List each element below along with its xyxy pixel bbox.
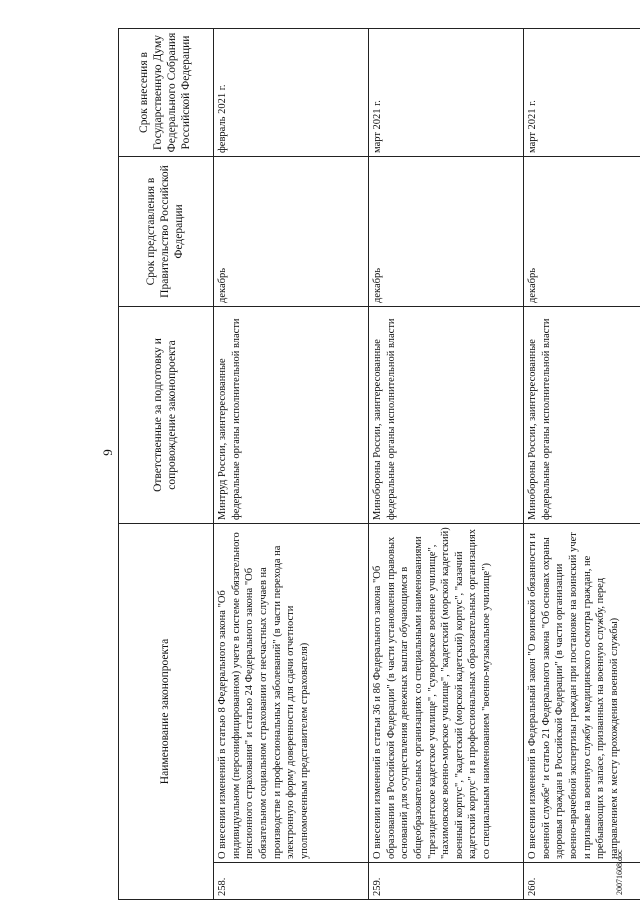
row-number: 260. [524,863,640,900]
duma-deadline-cell: февраль 2021 г. [214,29,369,157]
document-id: 20071608.doc [615,849,624,895]
table-row [369,29,524,900]
header-gov-deadline: Срок представления в Правительство Российской Федерации [119,157,214,307]
table-row [214,29,369,900]
bill-name: О внесении изменений в статьи 36 и 86 Федерального закона "Об образовании в Российской Федерации" (в части установления правовых оснований для осуществления денежных выплат обучающимся в общеобразовательных организациях со специальными наименованиями "президентское кадетское училище", "суворовское военное училище", "нахимовское военно-морское училище", "кадетский (морской кадетский) военный корпус", "кадетский (морской кадетский) корпус", "казачий кадетский корпус" и в профессиональных образовательных организациях со специальным наименованием "военно-музыкальное училище") [369,524,524,863]
gov-deadline-cell: декабрь [214,157,369,307]
responsible-cell: Минтруд России, заинтересованные федеральные органы исполнительной власти [214,307,369,524]
gov-deadline-cell: декабрь [524,157,640,307]
row-number: 258. [214,863,369,900]
header-duma-deadline: Срок внесения в Государственную Думу Федерального Собрания Российской Федерации [119,29,214,157]
table-row [524,29,640,900]
gov-deadline-cell: декабрь [369,157,524,307]
responsible-cell: Минобороны России, заинтересованные федеральные органы исполнительной власти [369,307,524,524]
bills-table [118,28,640,900]
responsible-cell: Минобороны России, заинтересованные федеральные органы исполнительной власти [524,307,640,524]
duma-deadline-cell: март 2021 г. [369,29,524,157]
header-responsible: Ответственные за подготовку и сопровождение законопроекта [119,307,214,524]
table-header-row [119,29,214,900]
header-name: Наименование законопроекта [119,524,214,900]
row-number: 259. [369,863,524,900]
bill-name: О внесении изменений в Федеральный закон "О воинской обязанности и военной службе" и статью 21 Федерального закона "Об основах охраны здоровья граждан в Российской Федерации" (в части организации военно-врачебной экспертизы граждан при постановке на воинский учет и призыве на военную службу и медицинского осмотра граждан, не пребывающих в запасе, призванных на военную службу, перед направлением к месту прохождения военной службы) [524,524,640,863]
page-number: 9 [100,449,115,456]
duma-deadline-cell: март 2021 г. [524,29,640,157]
bill-name: О внесении изменений в статью 8 Федерального закона "Об индивидуальном (персонифицированном) учете в системе обязательного пенсионного страхования" и статью 24 Федерального закона "Об обязательном социальном страховании от несчастных случаев на производстве и профессиональных заболеваний" (в части перехода на электронную форму доверенности для сдачи отчетности уполномоченным представителем страхователя) [214,524,369,863]
